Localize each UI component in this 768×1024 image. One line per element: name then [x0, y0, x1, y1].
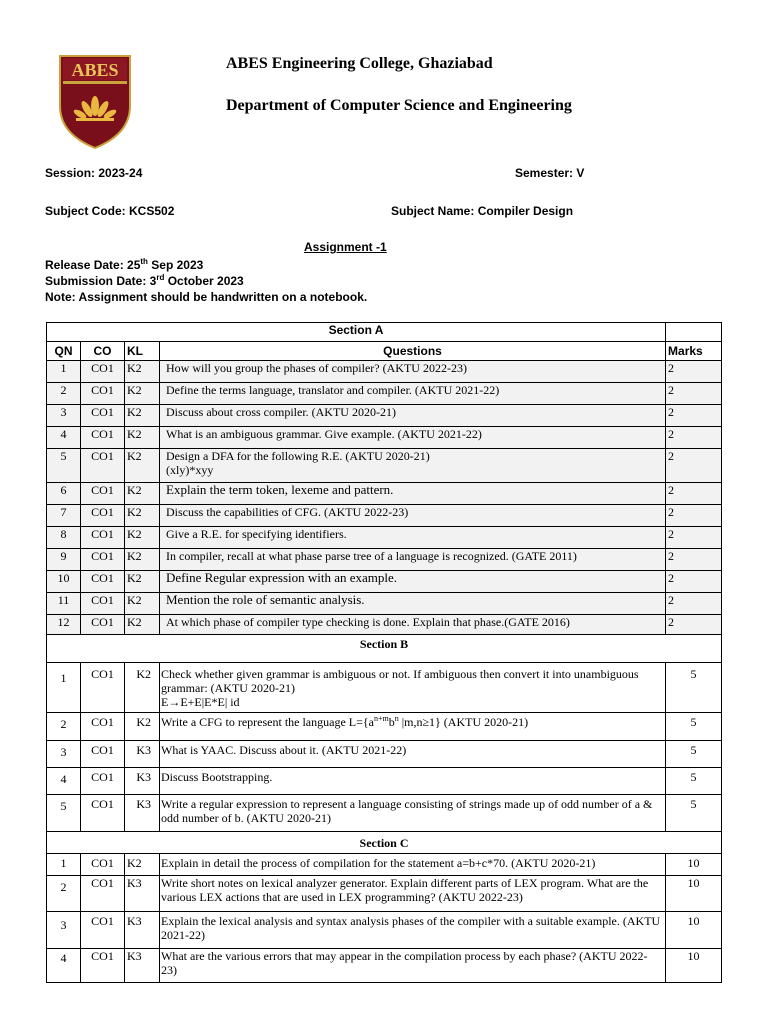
table-row: 1 CO1 K2 How will you group the phases of compiler? (AKTU 2022-23) 2 — [47, 361, 722, 383]
release-date: Release Date: 25th Sep 2023 — [45, 257, 204, 272]
assignment-note: Note: Assignment should be handwritten on a notebook. — [45, 290, 368, 304]
table-row: 1 CO1 K2 Explain in detail the process of compilation for the statement a=b+c*70. (AKTU 2020-21) 10 — [47, 854, 722, 876]
table-row: 12 CO1 K2 At which phase of compiler type checking is done. Explain that phase.(GATE 2016) 2 — [47, 615, 722, 635]
table-row: 2 CO1 K2 Define the terms language, translator and compiler. (AKTU 2021-22) 2 — [47, 383, 722, 405]
semester: Semester: V — [515, 166, 585, 180]
table-row: 1 CO1 K2 Check whether given grammar is ambiguous or not. If ambiguous then convert it into unambiguous grammar: (AKTU 2020-21) E→E+E|E*E| id 5 — [47, 663, 722, 713]
section-c-title: Section C — [47, 832, 722, 854]
table-row: 2 CO1 K2 Write a CFG to represent the language $L=\{a^{n+m}b^n$ |m,n≥1} (AKTU 2020-21) 5 — [47, 713, 722, 741]
department-name: Department of Computer Science and Engineering — [226, 97, 572, 114]
table-row: 4 CO1 K3 Discuss Bootstrapping. 5 — [47, 768, 722, 795]
section-b-header — [47, 635, 722, 663]
col-questions: Questions — [160, 342, 666, 361]
subject-name: Subject Name: Compiler Design — [391, 204, 574, 218]
column-headers — [47, 342, 722, 361]
session: Session: 2023-24 — [45, 166, 143, 180]
college-logo — [58, 54, 132, 150]
col-kl: KL — [125, 342, 160, 361]
subject-code: Subject Code: KCS502 — [45, 204, 175, 218]
table-row: 4 CO1 K3 What are the various errors that may appear in the compilation process by each phase? (AKTU 2022-23) 10 — [47, 949, 722, 983]
table-row: 5 CO1 K2 Design a DFA for the following R.E. (AKTU 2020-21) (xly)*xyy 2 — [47, 449, 722, 483]
table-row: 5 CO1 K3 Write a regular expression to represent a language consisting of strings made up of odd number of a & odd number of b. (AKTU 2020-21) 5 — [47, 795, 722, 832]
table-row: 10 CO1 K2 Define Regular expression with an example. 2 — [47, 571, 722, 593]
table-row: 3 CO1 K3 Explain the lexical analysis and syntax analysis phases of the compiler with a suitable example. (AKTU 2021-22) 10 — [47, 912, 722, 949]
college-name: ABES Engineering College, Ghaziabad — [226, 55, 493, 72]
table-row: 4 CO1 K2 What is an ambiguous grammar. Give example. (AKTU 2021-22) 2 — [47, 427, 722, 449]
table-row: 8 CO1 K2 Give a R.E. for specifying identifiers. 2 — [47, 527, 722, 549]
section-b-title: Section B — [47, 635, 722, 663]
col-co: CO — [81, 342, 125, 361]
col-qn: QN — [47, 342, 81, 361]
col-marks: Marks — [666, 342, 722, 361]
logo-text: ABES — [71, 60, 119, 80]
table-row: 7 CO1 K2 Discuss the capabilities of CFG. (AKTU 2022-23) 2 — [47, 505, 722, 527]
section-a-title: Section A — [47, 323, 666, 342]
table-row: 2 CO1 K3 Write short notes on lexical analyzer generator. Explain different parts of LEX program. What are the various LEX actions that are used in LEX programming? (AKTU 2022-23) 10 — [47, 876, 722, 912]
assignment-title: Assignment -1 — [304, 240, 387, 254]
section-c-header — [47, 832, 722, 854]
section-a-header — [47, 323, 722, 342]
table-row: 3 CO1 K2 Discuss about cross compiler. (AKTU 2020-21) 2 — [47, 405, 722, 427]
table-row: 3 CO1 K3 What is YAAC. Discuss about it. (AKTU 2021-22) 5 — [47, 741, 722, 768]
submission-date: Submission Date: 3rd October 2023 — [45, 273, 244, 288]
table-row: 9 CO1 K2 In compiler, recall at what phase parse tree of a language is recognized. (GATE 2011) 2 — [47, 549, 722, 571]
table-row: 11 CO1 K2 Mention the role of semantic analysis. 2 — [47, 593, 722, 615]
questions-table — [46, 322, 722, 983]
table-row: 6 CO1 K2 Explain the term token, lexeme and pattern. 2 — [47, 483, 722, 505]
